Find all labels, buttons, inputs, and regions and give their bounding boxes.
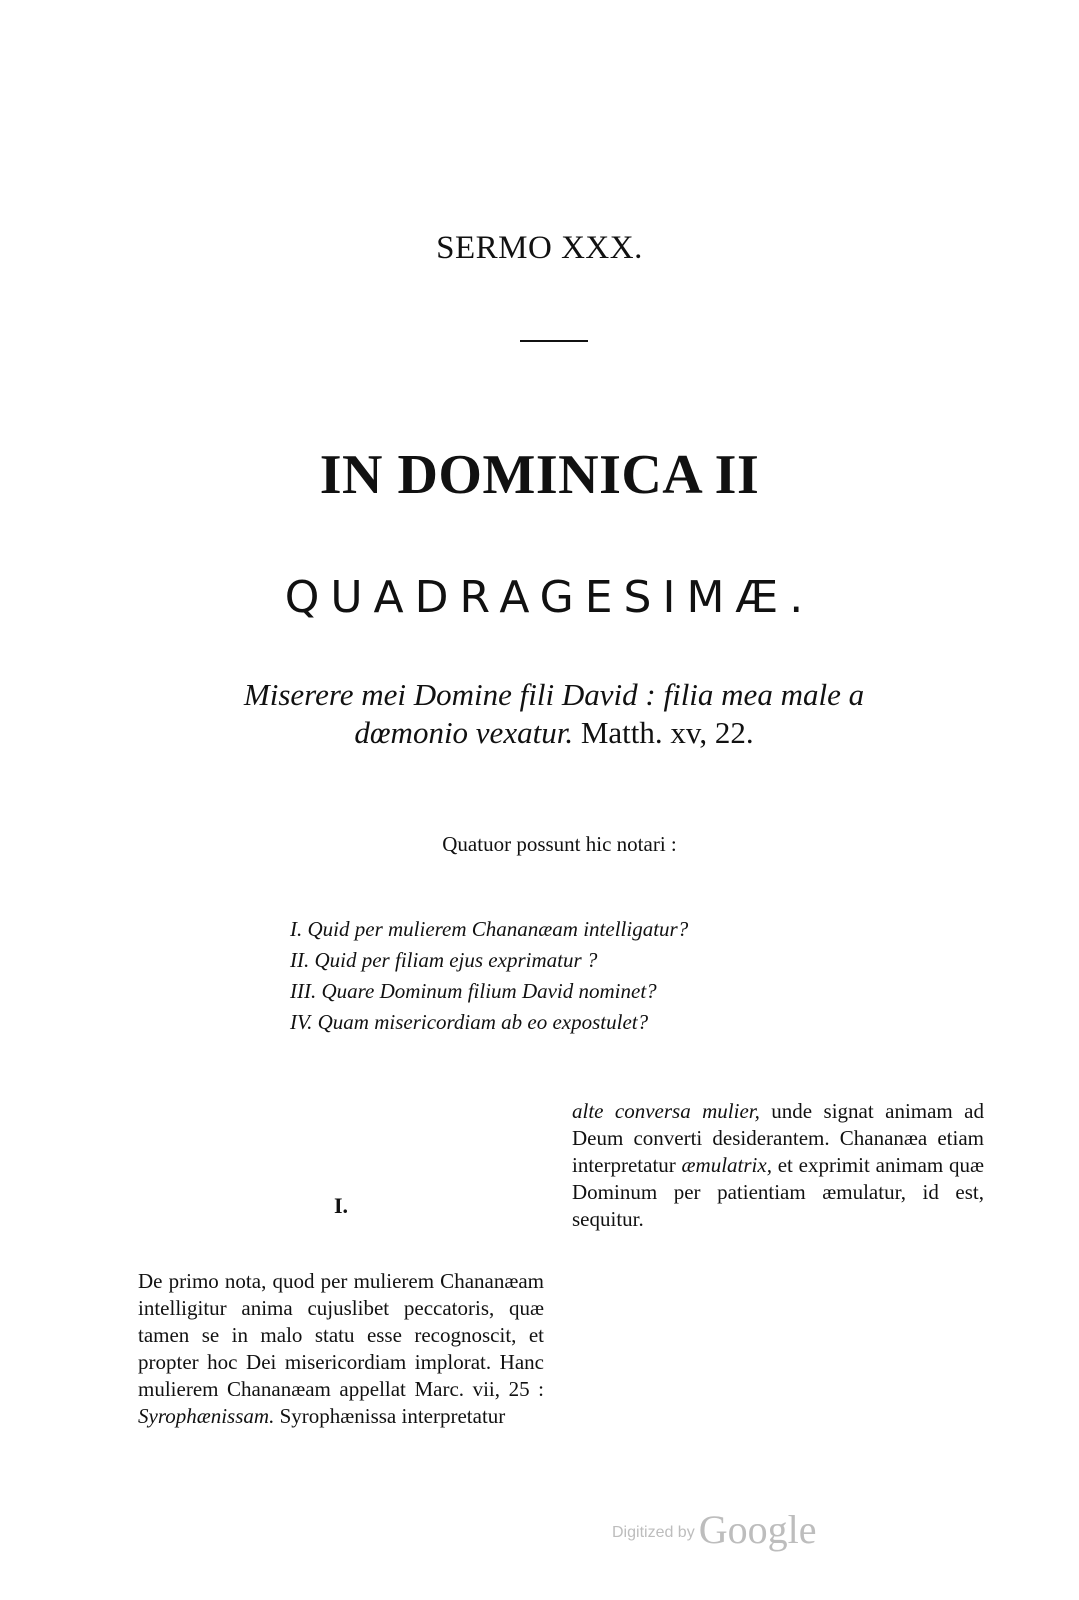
left-column-text-2: Syrophænissam. (138, 1404, 275, 1428)
epigraph-line-1: Miserere mei Domine fili David : filia mea male a (243, 677, 865, 712)
epigraph-line-2: dœmonio vexatur. (354, 715, 574, 750)
intro-text: Quatuor possunt hic notari : (442, 832, 677, 856)
question-list (290, 914, 850, 1038)
left-column-text-3: Syrophænissa interpretatur (274, 1404, 506, 1428)
list-item: II. Quid per filiam ejus exprimatur ? (290, 948, 598, 972)
sermon-number: SERMO XXX. (436, 230, 643, 266)
right-column-text-3: æmulatrix, (681, 1153, 772, 1177)
section-number: I. (333, 1193, 349, 1218)
left-column-text-1: De primo nota, quod per mulierem Chananæam intelligitur anima cujuslibet peccatoris, quæ tamen se in malo statu esse recognoscit, et propter hoc Dei misericordiam implorat. Hanc mulierem Chananæam appellat Marc. vii, 25 : (138, 1269, 544, 1401)
right-column-text-1: alte conversa mulier, (572, 1099, 760, 1123)
digitized-watermark (612, 1506, 842, 1556)
page-title: IN DOMINICA II (319, 444, 760, 506)
watermark-prefix: Digitized by (612, 1524, 695, 1541)
list-item: I. Quid per mulierem Chananæam intelligatur? (290, 917, 689, 941)
page-subtitle: QUADRAGESIMÆ. (284, 572, 815, 623)
google-logo: Google (698, 1507, 817, 1552)
epigraph-reference: Matth. xv, 22. (580, 715, 754, 750)
list-item: IV. Quam misericordiam ab eo expostulet? (290, 1010, 649, 1034)
title-divider (520, 340, 588, 342)
epigraph (160, 676, 948, 752)
list-item: III. Quare Dominum filium David nominet? (290, 979, 657, 1003)
right-column-text-2: unde signat animam ad Deum converti desiderantem. Chananæa etiam interpretatur (572, 1099, 985, 1177)
right-column-text-4: et exprimit animam quæ Dominum per patientiam æmulatur, id est, sequitur. (572, 1153, 984, 1231)
left-column (138, 1268, 544, 1430)
right-column (572, 1098, 984, 1233)
